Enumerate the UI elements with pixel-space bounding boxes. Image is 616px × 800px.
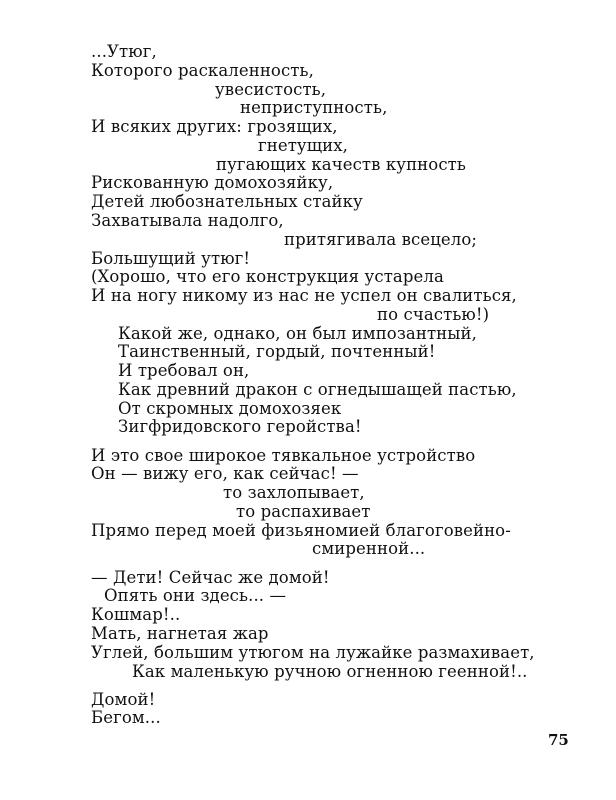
poem-line: ...Утюг,: [91, 42, 157, 61]
poem-line: Которого раскаленность,: [91, 60, 314, 80]
poem-line: Кошмар!..: [91, 605, 181, 625]
poem-line: по счастью!): [377, 304, 490, 324]
poem-line: пугающих качеств купность: [216, 154, 466, 174]
poem-line: — Дети! Сейчас же домой!: [91, 567, 330, 587]
page-number: 75: [548, 731, 569, 749]
poem-line: И на ногу никому из нас не успел он свалиться,: [91, 286, 517, 305]
poem-line: И требовал он,: [118, 361, 250, 381]
poem-line: Опять они здесь... —: [104, 586, 287, 606]
poem-line: Рискованную домохозяйку,: [91, 173, 334, 193]
poem-line: Зигфридовского геройства!: [118, 417, 362, 437]
poem-line: Мать, нагнетая жар: [91, 623, 269, 643]
poem-line: Как древний дракон с огнедышащей пастью,: [118, 379, 517, 399]
poem-line: От скромных домохозяек: [118, 398, 342, 418]
poem-line: Большущий утюг!: [91, 248, 251, 268]
poem-line: Захватывала надолго,: [91, 210, 284, 230]
poem-line: гнетущих,: [258, 135, 349, 155]
poem-line: И это свое широкое тявкальное устройство: [91, 445, 476, 465]
poem-line: И всяких других: грозящих,: [91, 117, 338, 137]
poem-line: Таинственный, гордый, почтенный!: [118, 342, 436, 362]
poem-line: то захлопывает,: [223, 483, 365, 503]
poem-line: Домой!: [91, 689, 156, 709]
poem-line: Углей, большим утюгом на лужайке размахивает,: [91, 642, 535, 662]
poem-line: Какой же, однако, он был импозантный,: [118, 323, 477, 343]
poem-line: увесистость,: [215, 79, 327, 99]
poem-line: смиренной...: [312, 539, 426, 559]
poem-line: притягивала всецело;: [284, 229, 478, 249]
poem-line: то распахивает: [236, 501, 371, 521]
poem-line: Как маленькую ручною огненною геенной!..: [132, 661, 528, 681]
poem-line: Прямо перед моей физьяномией благоговейно-: [91, 520, 511, 540]
poem-line: (Хорошо, что его конструкция устарела: [91, 267, 444, 287]
poem-line: неприступность,: [240, 98, 388, 118]
poem-line: Детей любознательных стайку: [91, 192, 363, 212]
poem-line: Он — вижу его, как сейчас! —: [91, 464, 359, 484]
poem-line: Бегом...: [91, 708, 161, 728]
